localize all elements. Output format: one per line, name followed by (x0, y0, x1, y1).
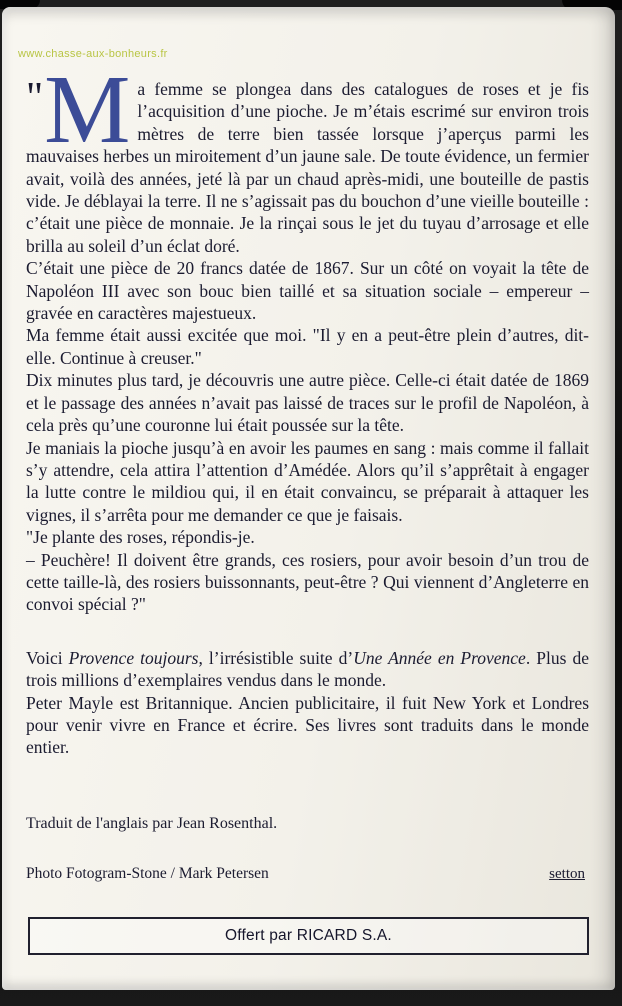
author-bio: Peter Mayle est Britannique. Ancien publicitaire, il fuit New York et Londres pour venir vivre en France et écrire. Ses livres sont traduits dans le monde entier. (26, 692, 589, 758)
excerpt-paragraph: "Je plante des roses, répondis-je. (26, 527, 255, 548)
excerpt-paragraph: C’était une pièce de 20 francs datée de 1867. Sur un côté on voyait la tête de Napoléon III avec son bouc bien taillé et sa situation sociale – empereur – gravée en caractères majestueux. (26, 258, 589, 324)
drop-cap-group (26, 56, 131, 163)
watermark-url: www.chasse-aux-bonheurs.fr (18, 48, 168, 60)
excerpt-paragraph: Je maniais la pioche jusqu’à en avoir les paumes en sang : mais comme il fallait s’y attendre, cela attira l’attention d’Amédée. Alors qu’il s’apprêtait à engager la lutte contre le mildiou qui, il en était convaincu, se préparait à attaquer les vignes, il s’arrêta pour me demander ce que je faisais. (26, 437, 589, 525)
promo-label: Offert par RICARD S.A. (225, 927, 392, 944)
credits-row (26, 865, 585, 883)
photo-credit: Photo Fotogram-Stone / Mark Petersen (26, 865, 269, 882)
translator-credit: Traduit de l'anglais par Jean Rosenthal. (26, 815, 278, 832)
design-studio-credit: setton (549, 866, 585, 882)
drop-cap-letter: M (44, 56, 131, 163)
excerpt-text: a femme se plongea dans des catalogues de roses et je fis l’acquisition d’une pioche. Je m’étais escrimé sur environ trois mètres de terre bien tassée lorsque j’aperçus parmi les mauvaises herbes un miroitement d’un jaune sale. De toute évidence, un fermier avait, voilà des années, jeté là par un chaud après-midi, une bouteille de pastis vide. Je déblayai la terre. Il ne s’agissait pas du bouchon d’une vieille bouteille : c’était une pièce de monnaie. Je la rinçai sous le jet du tuyau d’arrosage et elle brilla au soleil d’un éclat doré. (26, 79, 589, 256)
book-title-une-annee-en-provence: Une Année en Provence (353, 647, 526, 668)
cover-text-block (26, 56, 589, 759)
promo-box (28, 917, 589, 955)
blurb-text-segment: . Plus de trois millions d’exemplaires vendus dans le monde. (26, 647, 589, 691)
blurb-text-segment: Voici (26, 647, 69, 668)
excerpt-paragraph: – Peuchère! Il doivent être grands, ces rosiers, pour avoir besoin d’un trou de cette taille-là, des rosiers buissonnants, peut-être ? Qui viennent d’Angleterre en convoi spécial ?" (26, 549, 589, 615)
book-title-provence-toujours: Provence toujours (68, 647, 199, 668)
book-back-cover (2, 7, 615, 990)
blurb-intro (26, 647, 589, 692)
excerpt-paragraph-lead (26, 56, 589, 257)
excerpt-paragraph: Dix minutes plus tard, je découvris une autre pièce. Celle-ci était datée de 1869 et le passage des années n’avait pas laissé de traces sur le profil de Napoléon, à cela près qu’une couronne lui était poussée sur la tête. (26, 370, 589, 436)
publisher-blurb (26, 647, 589, 759)
opening-quote-mark: " (26, 75, 44, 121)
blurb-text-segment: , l’irrésistible suite d’ (198, 647, 354, 668)
excerpt-paragraph: Ma femme était aussi excitée que moi. "Il y en a peut-être plein d’autres, dit-elle. Continue à creuser." (26, 325, 589, 368)
